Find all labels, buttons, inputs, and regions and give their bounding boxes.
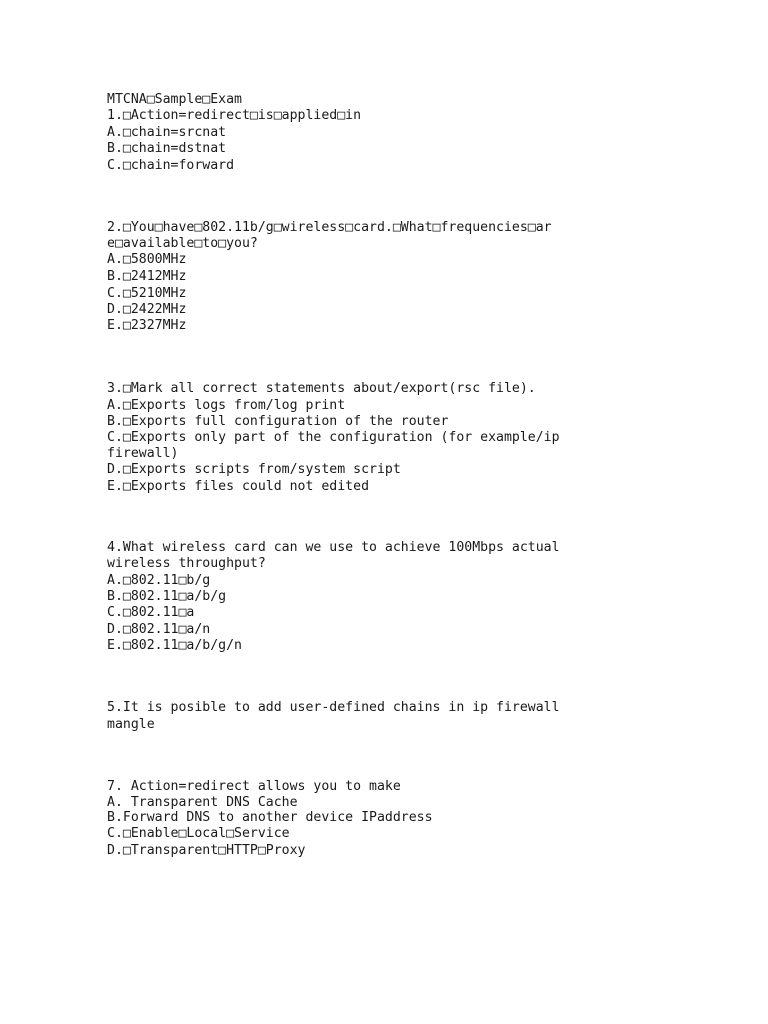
question-7-option-d: D.□Transparent□HTTP□Proxy bbox=[107, 843, 306, 858]
question-4-option-e: E.□802.11□a/b/g/n bbox=[107, 638, 242, 653]
question-3-text: 3.□Mark all correct statements about/export(rsc file). bbox=[107, 381, 536, 396]
question-3-option-c: C.□Exports only part of the configuration (for example/ip bbox=[107, 430, 560, 445]
question-4-option-b: B.□802.11□a/b/g bbox=[107, 589, 227, 604]
question-4-text: 4.What wireless card can we use to achieve 100Mbps actual bbox=[107, 540, 560, 555]
question-3-option-d: D.□Exports scripts from/system script bbox=[107, 462, 401, 477]
question-3-option-c-cont: firewall) bbox=[107, 446, 179, 461]
document-title: MTCNA□Sample□Exam bbox=[107, 92, 242, 107]
question-4-option-a: A.□802.11□b/g bbox=[107, 573, 211, 588]
question-3-option-e: E.□Exports files could not edited bbox=[107, 479, 370, 494]
question-5-text-cont: mangle bbox=[107, 717, 155, 732]
question-4-option-d: D.□802.11□a/n bbox=[107, 622, 211, 637]
question-7-text: 7. Action=redirect allows you to make bbox=[107, 779, 401, 794]
question-1-option-a: A.□chain=srcnat bbox=[107, 125, 227, 140]
question-7-option-c: C.□Enable□Local□Service bbox=[107, 826, 290, 841]
question-1-text: 1.□Action=redirect□is□applied□in bbox=[107, 108, 362, 123]
question-3-option-a: A.□Exports logs from/log print bbox=[107, 398, 346, 413]
question-2-text: 2.□You□have□802.11b/g□wireless□card.□What□frequencies□ar bbox=[107, 220, 552, 235]
question-1-option-b: B.□chain=dstnat bbox=[107, 141, 227, 156]
question-4-text-cont: wireless throughput? bbox=[107, 556, 266, 571]
question-1-option-c: C.□chain=forward bbox=[107, 158, 235, 173]
question-3-option-b: B.□Exports full configuration of the router bbox=[107, 414, 449, 429]
question-2-option-b: B.□2412MHz bbox=[107, 269, 187, 284]
question-4-option-c: C.□802.11□a bbox=[107, 605, 195, 620]
question-7-option-a: A. Transparent DNS Cache bbox=[107, 795, 298, 810]
question-2-option-c: C.□5210MHz bbox=[107, 286, 187, 301]
question-2-option-a: A.□5800MHz bbox=[107, 252, 187, 267]
question-2-text-cont: e□available□to□you? bbox=[107, 236, 258, 251]
question-7-option-b: B.Forward DNS to another device IPaddress bbox=[107, 810, 433, 825]
question-2-option-d: D.□2422MHz bbox=[107, 302, 187, 317]
question-5-text: 5.It is posible to add user-defined chains in ip firewall bbox=[107, 700, 560, 715]
question-2-option-e: E.□2327MHz bbox=[107, 318, 187, 333]
